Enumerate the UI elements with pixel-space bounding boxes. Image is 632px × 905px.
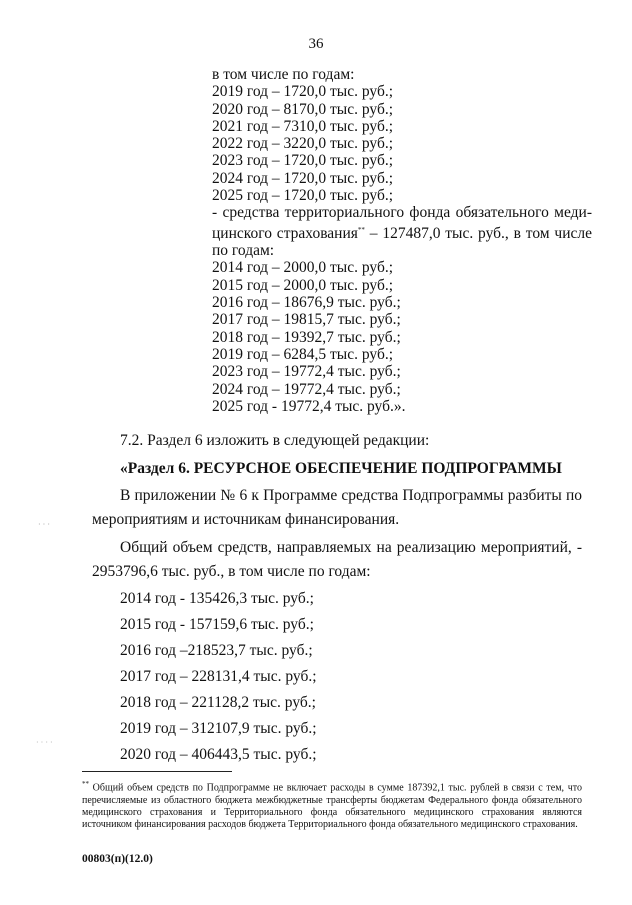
document-code: 00803(п)(12.0) bbox=[82, 853, 153, 865]
year-list-c bbox=[120, 586, 317, 768]
paragraph-line: 2953796,6 тыс. руб., в том числе по годам: bbox=[92, 563, 371, 580]
tfoms-line-2-amount: – 127487,0 тыс. руб., в том числе bbox=[364, 224, 592, 242]
year-line: 2018 год – 19392,7 тыс. руб.; bbox=[212, 328, 401, 346]
year-line: 2022 год – 3220,0 тыс. руб.; bbox=[212, 135, 394, 153]
tfoms-line-2 bbox=[212, 222, 592, 242]
years-intro: в том числе по годам: bbox=[212, 66, 355, 83]
scan-margin-mark: · · · bbox=[38, 520, 50, 529]
footnote-mark: ** bbox=[82, 780, 89, 788]
year-line: 2016 год –218523,7 тыс. руб.; bbox=[120, 642, 313, 659]
year-line: 2016 год – 18676,9 тыс. руб.; bbox=[212, 294, 401, 312]
year-line: 2019 год – 1720,0 тыс. руб.; bbox=[212, 83, 394, 101]
year-line: 2024 год – 19772,4 тыс. руб.; bbox=[212, 380, 401, 398]
footnote bbox=[82, 778, 582, 832]
year-line: 2015 год – 2000,0 тыс. руб.; bbox=[212, 276, 394, 294]
year-line: 2017 год – 19815,7 тыс. руб.; bbox=[212, 311, 401, 329]
paragraph-line: В приложении № 6 к Программе средства Подпрограммы разбиты по bbox=[120, 487, 582, 504]
year-line: 2025 год – 1720,0 тыс. руб.; bbox=[212, 187, 394, 205]
year-line: 2023 год – 19772,4 тыс. руб.; bbox=[212, 363, 401, 381]
year-line: 2014 год – 2000,0 тыс. руб.; bbox=[212, 259, 394, 277]
year-line: 2015 год - 157159,6 тыс. руб.; bbox=[120, 616, 314, 633]
year-line: 2014 год - 135426,3 тыс. руб.; bbox=[120, 590, 314, 607]
year-line: 2023 год – 1720,0 тыс. руб.; bbox=[212, 152, 394, 170]
funding-block bbox=[212, 66, 592, 415]
page-number: 36 bbox=[308, 36, 324, 52]
year-list-b bbox=[212, 259, 592, 415]
year-line: 2021 год – 7310,0 тыс. руб.; bbox=[212, 117, 394, 135]
paragraph-line: мероприятиям и источникам финансирования. bbox=[92, 511, 400, 528]
year-line: 2019 год – 312107,9 тыс. руб.; bbox=[120, 720, 317, 737]
scan-margin-mark: · · · · bbox=[36, 738, 53, 747]
tfoms-line-3: по годам: bbox=[212, 242, 275, 260]
year-line: 2019 год – 6284,5 тыс. руб.; bbox=[212, 345, 394, 363]
year-line: 2020 год – 406443,5 тыс. руб.; bbox=[120, 746, 317, 763]
year-line: 2018 год – 221128,2 тыс. руб.; bbox=[120, 694, 316, 711]
year-line: 2024 год – 1720,0 тыс. руб.; bbox=[212, 169, 394, 187]
tfoms-line-2-text: цинского страхования bbox=[212, 224, 358, 242]
paragraph-line: Общий объем средств, направляемых на реализацию мероприятий, - bbox=[120, 539, 582, 556]
year-line: 2020 год – 8170,0 тыс. руб.; bbox=[212, 100, 394, 118]
footnote-text: Общий объем средств по Подпрограмме не включает расходы в сумме 187392,1 тыс. рублей в связи с тем, что перечисляемые из областного бюджета межбюджетные трансферты бюджетам Федерального фонда обязательного медицинского страхования и Территориального фонда обязательного медицинского страхования являются источником финансирования расходов бюджета Территориального фонда обязательного медицинского страхования. bbox=[82, 782, 582, 831]
paragraph-total bbox=[92, 536, 582, 584]
year-list-a bbox=[212, 83, 592, 204]
section-heading: «Раздел 6. РЕСУРСНОЕ ОБЕСПЕЧЕНИЕ ПОДПРОГРАММЫ bbox=[120, 460, 562, 477]
tfoms-line-1: - средства территориального фонда обязательного меди- bbox=[212, 204, 592, 222]
footnote-reference: ** bbox=[357, 225, 365, 234]
section-instruction: 7.2. Раздел 6 изложить в следующей редакции: bbox=[120, 432, 430, 449]
year-line: 2017 год – 228131,4 тыс. руб.; bbox=[120, 668, 317, 685]
paragraph-distribution bbox=[92, 484, 582, 532]
year-line: 2025 год - 19772,4 тыс. руб.». bbox=[212, 397, 406, 415]
footnote-divider bbox=[82, 771, 232, 772]
